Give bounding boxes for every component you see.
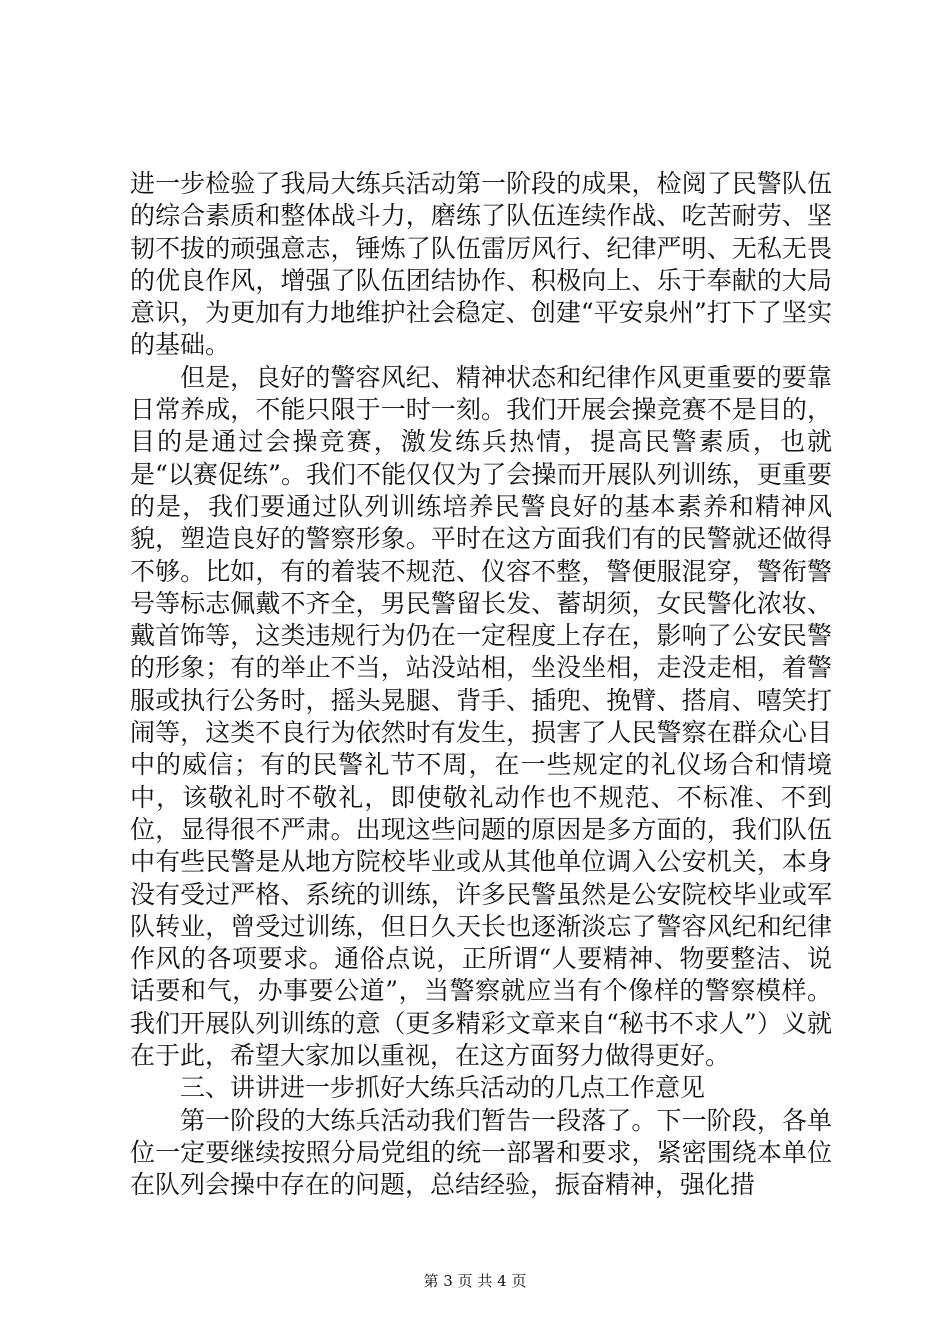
section-heading: 三、讲讲进一步抓好大练兵活动的几点工作意见 <box>180 1073 706 1103</box>
paragraph-2: 但是，良好的警容风纪、精神状态和纪律作风更重要的要靠日常养成，不能只限于一时一刻。我们开展会操竞赛不是目的，目的是通过会操竞赛，激发练兵热情，提高民警素质，也就是“以赛促练”。我们不能仅仅为了会操而开展队列训练，更重要的是，我们要通过队列训练培养民警良好的基本素养和精神风貌，塑造良好的警察形象。平时在这方面我们有的民警就还做得不够。比如，有的着装不规范、仪容不整，警便服混穿，警衔警号等标志佩戴不齐全，男民警留长发、蓄胡须，女民警化浓妆、戴首饰等，这类违规行为仍在一定程度上存在，影响了公安民警的形象；有的举止不当，站没站相，坐没坐相，走没走相，着警服或执行公务时，摇头晃腿、背手、插兜、挽臂、搭肩、嘻笑打闹等，这类不良行为依然时有发生，损害了人民警察在群众心目中的威信；有的民警礼节不周，在一些规定的礼仪场合和情境中，该敬礼时不敬礼，即使敬礼动作也不规范、不标准、不到位，显得很不严肃。出现这些问题的原因是多方面的，我们队伍中有些民警是从地方院校毕业或从其他单位调入公安机关，本身没有受过严格、系统的训练，许多民警虽然是公安院校毕业或军队转业，曾受过训练，但日久天长也逐渐淡忘了警容风纪和纪律作风的各项要求。通俗点说，正所谓“人要精神、物要整洁、说话要和气，办事要公道”，当警察就应当有个像样的警察模样。我们开展队列训练的意（更多精彩文章来自“秘书不求人”）义就在于此，希望大家加以重视，在这方面努力做得更好。 <box>130 362 832 1071</box>
page-footer: 第 3 页 共 4 页 <box>423 1272 527 1290</box>
paragraph-3: 第一阶段的大练兵活动我们暂告一段落了。下一阶段，各单位一定要继续按照分局党组的统一部署和要求，紧密围绕本单位在队列会操中存在的问题，总结经验，振奋精神，强化措 <box>130 1105 832 1200</box>
paragraph-1: 进一步检验了我局大练兵活动第一阶段的成果，检阅了民警队伍的综合素质和整体战斗力，磨练了队伍连续作战、吃苦耐劳、坚韧不拔的顽强意志，锤炼了队伍雷厉风行、纪律严明、无私无畏的优良作风，增强了队伍团结协作、积极向上、乐于奉献的大局意识，为更加有力地维护社会稳定、创建“平安泉州”打下了坚实的基础。 <box>130 169 832 360</box>
document-body <box>130 168 832 1202</box>
